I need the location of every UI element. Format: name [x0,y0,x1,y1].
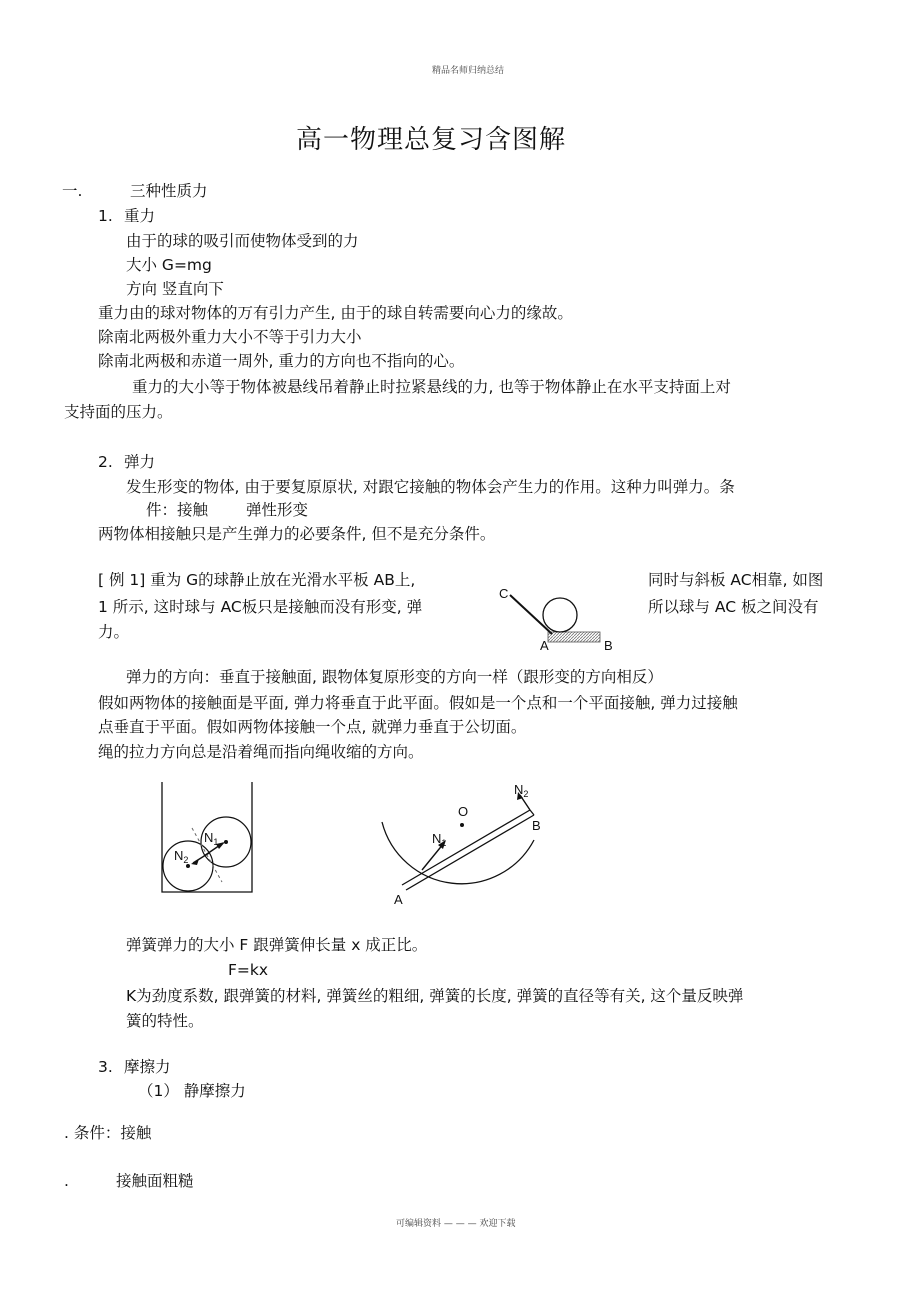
paragraph-line: 除南北两极外重力大小不等于引力大小 [98,328,362,346]
page-footer: 可编辑资料 — — — 欢迎下载 [396,1219,516,1229]
label-n1: $N_1$ [204,830,219,847]
paragraph-line: 假如两物体的接触面是平面, 弹力将垂直于此平面。假如是一个点和一个平面接触, 弹力过接触 [98,694,738,712]
paragraph-line: 弹性形变 [246,501,309,519]
figure-rod-in-bowl [376,780,556,910]
label-n2: $N_2$ [174,848,189,865]
paragraph-line: 弹力的方向：垂直于接触面, 跟物体复原形变的方向一样（跟形变的方向相反） [126,668,663,686]
gravity-definition: 由于的球的吸引而使物体受到的力 [126,232,359,250]
example-line: 所以球与 AC 板之间没有 [648,598,819,616]
example-line: 力。 [98,623,130,641]
page-header: 精品名师归纳总结 [432,66,505,76]
rod-2 [406,815,534,890]
paragraph-line: 弹簧弹力的大小 F 跟弹簧伸长量 x 成正比。 [126,936,428,954]
sub-item: （1） 静摩擦力 [138,1082,246,1100]
example-line: 1 所示, 这时球与 AC板只是接触而没有形变, 弹 [98,598,423,616]
figure-ball-plank [490,582,630,654]
paragraph-line: K为劲度系数, 跟弹簧的材料, 弹簧丝的粗细, 弹簧的长度, 弹簧的直径等有关, 这个量反映弹 [126,987,744,1005]
label-b: B [604,638,613,653]
label-c: C [499,586,509,601]
paragraph-line: 点垂直于平面。假如两物体接触一个点, 就弹力垂直于公切面。 [98,718,527,736]
paragraph-line: 除南北两极和赤道一周外, 重力的方向也不指向的心。 [98,352,465,370]
paragraph-line: 两物体相接触只是产生弹力的必要条件, 但不是充分条件。 [98,525,496,543]
item-number: 1. [98,207,113,225]
paragraph-line: 发生形变的物体, 由于要复原原状, 对跟它接触的物体会产生力的作用。这种力叫弹力。条 [126,478,735,496]
item-number: 2. [98,453,113,471]
paragraph-line: 簧的特性。 [126,1012,204,1030]
plank-ac [510,595,552,634]
item-title: 弹力 [124,453,156,471]
label-n2: $N_2$ [514,782,529,799]
paragraph-line: 支持面的压力。 [64,403,173,421]
label-o: O [458,804,469,819]
plank-ab [548,632,600,642]
figure-two-balls [150,780,270,898]
label-a: A [394,892,403,907]
item-title: 重力 [124,207,156,225]
gravity-size: 大小 G=mg [126,256,212,274]
center-o [460,823,464,827]
section-number: 一. [62,182,83,200]
label-b: B [532,818,541,833]
label-n1: $N_1$ [432,831,447,848]
item-number: 3. [98,1058,113,1076]
example-line: 同时与斜板 AC相靠, 如图 [648,571,824,589]
label-a: A [540,638,549,653]
paragraph-line: 绳的拉力方向总是沿着绳而指向绳收缩的方向。 [98,743,424,761]
formula: F=kx [228,961,269,979]
example-line: [ 例 1] 重为 G的球静止放在光滑水平板 AB上, [98,571,416,589]
paragraph-line: 重力由的球对物体的万有引力产生, 由于的球自转需要向心力的缘故。 [98,304,573,322]
paragraph-line: 件：接触 [146,501,209,519]
rod-1 [402,810,530,885]
item-title: 摩擦力 [124,1058,171,1076]
section-title: 三种性质力 [130,182,208,200]
gravity-direction: 方向 竖直向下 [126,280,224,298]
paragraph-line: 重力的大小等于物体被悬线吊着静止时拉紧悬线的力, 也等于物体静止在水平支持面上对 [132,378,731,396]
page-title: 高一物理总复习含图解 [296,125,567,155]
condition-line: 接触面粗糙 [116,1172,194,1190]
condition-bullet: . [64,1172,69,1190]
condition-line: . 条件：接触 [64,1124,152,1142]
ball [543,598,577,632]
